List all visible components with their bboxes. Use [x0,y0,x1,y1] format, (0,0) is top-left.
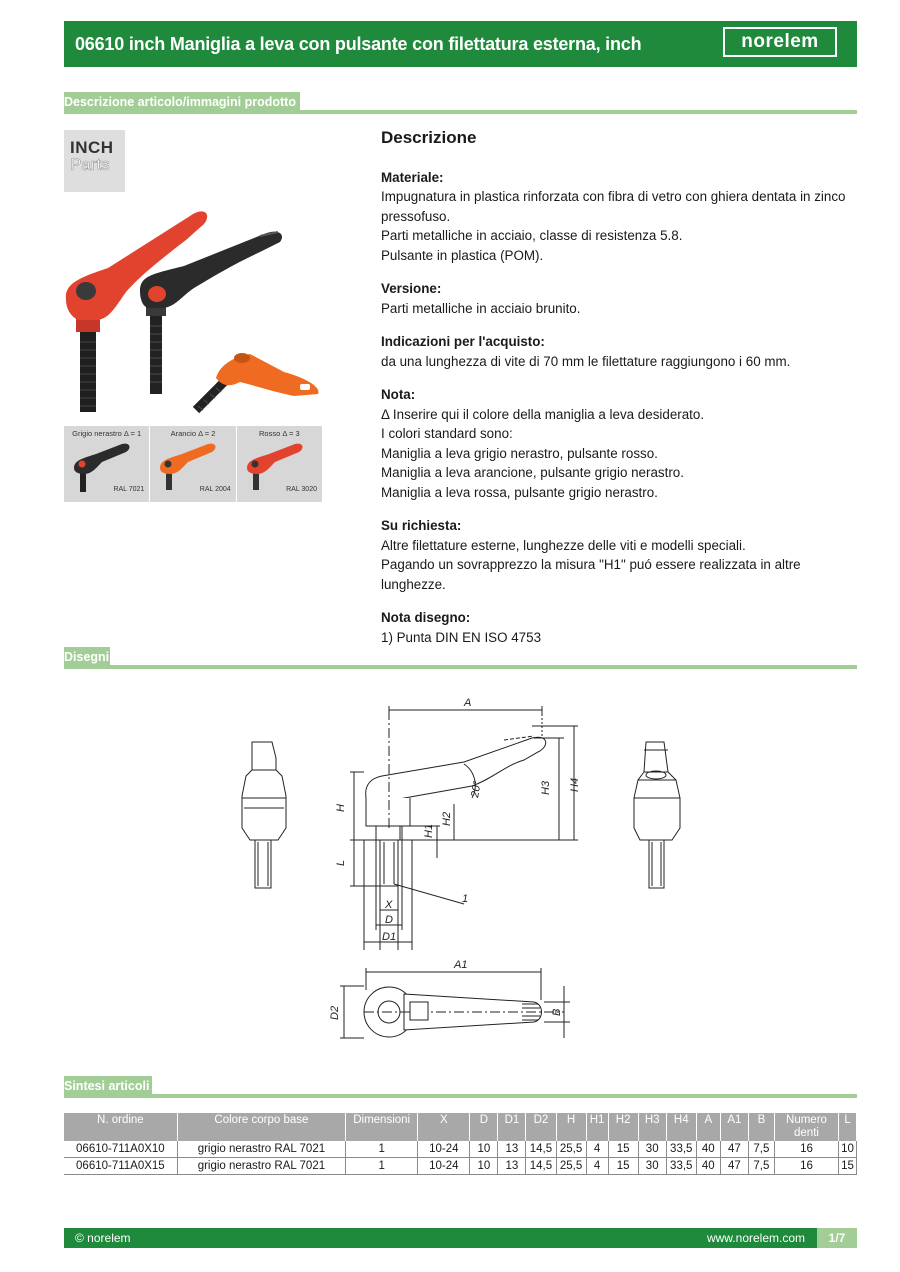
table-cell: 7,5 [748,1141,774,1158]
description-heading: Descrizione [381,128,477,147]
section-summary-label: Sintesi articoli [64,1076,152,1096]
material-title: Materiale: [381,169,444,185]
section-description-bar [64,92,857,114]
table-cell: 15 [608,1158,638,1175]
divider [64,110,857,114]
dim-label-angle: 20° [469,780,484,799]
table-header-cell: H4 [666,1113,696,1141]
request-text: Pagando un sovrapprezzo la misura "H1" puó essere realizzata in altre lunghezze. [381,557,801,592]
request-title: Su richiesta: [381,518,462,533]
table-cell: 13 [498,1158,526,1175]
table-cell: 7,5 [748,1158,774,1175]
footer-copyright: © norelem [75,1231,131,1245]
table-cell: 30 [638,1158,666,1175]
table-cell: 30 [638,1141,666,1158]
table-header-cell: B [748,1113,774,1141]
dim-label-H: H [335,804,347,812]
technical-drawing [64,680,857,1060]
dim-label-X: X [385,899,393,911]
dim-label-L: L [335,859,347,866]
section-description-label: Descrizione articolo/immagini prodotto [64,92,300,112]
table-cell: 1 [346,1158,418,1175]
top-view [329,959,570,1038]
table-cell: 40 [696,1158,720,1175]
drawing-note-title: Nota disegno: [381,610,471,625]
dim-label-H2: H2 [441,811,453,826]
swatch-orange[interactable] [150,426,235,502]
table-cell: 10 [470,1141,498,1158]
table-cell: 15 [839,1158,857,1175]
table-cell: 33,5 [666,1158,696,1175]
table-cell: grigio nerastro RAL 7021 [177,1141,345,1158]
table-header-cell: H3 [638,1113,666,1141]
dim-label-H1: H1 [423,823,435,838]
note-text: Maniglia a leva grigio nerastro, pulsante rosso. [381,445,658,461]
table-header-cell: A [696,1113,720,1141]
table-cell: 47 [720,1158,748,1175]
note-text: Maniglia a leva rossa, pulsante grigio nerastro. [381,484,658,500]
table-cell: 40 [696,1141,720,1158]
material-text: Pulsante in plastica (POM). [381,247,544,263]
note-text: I colori standard sono: [381,426,513,441]
swatch-caption: Rosso Δ = 3 [258,429,300,438]
note-title: Nota: [381,387,416,402]
section-drawings-label: Disegni [64,647,110,667]
table-header-cell: A1 [720,1113,748,1141]
divider [64,1094,857,1098]
table-header-cell: X [418,1113,470,1141]
inch-parts-badge [64,130,125,192]
table-cell: 13 [498,1141,526,1158]
page-header [64,21,857,67]
dim-label-ref1: 1 [462,893,469,905]
table-cell: 10 [839,1141,857,1158]
badge-line2: Parts [70,155,110,174]
table-body [64,1141,857,1175]
table-header-cell: D2 [526,1113,556,1141]
side-view-left [242,742,286,888]
table-cell: 10-24 [418,1158,470,1175]
material-text: Parti metalliche in acciaio, classe di resistenza 5.8. [381,228,683,243]
swatch-ral: RAL 7021 [113,486,145,493]
note-text: Maniglia a leva arancione, pulsante grigio nerastro. [381,465,684,480]
table-cell: 4 [586,1141,608,1158]
dim-label-B: B [551,1008,563,1016]
dim-label-H3: H3 [540,780,552,795]
section-summary-bar [64,1076,857,1098]
version-text: Parti metalliche in acciaio brunito. [381,300,581,316]
dim-label-D: D [385,914,393,926]
dim-label-D2: D2 [329,1005,341,1020]
footer-url[interactable]: www.norelem.com [706,1231,805,1245]
dim-label-A: A [464,697,472,709]
table-cell: 33,5 [666,1141,696,1158]
table-cell: 25,5 [556,1158,586,1175]
swatch-caption: Arancio Δ = 2 [170,429,216,438]
page-number: 1/7 [817,1228,857,1248]
product-image [64,196,322,424]
table-header-cell: H1 [586,1113,608,1141]
articles-table [64,1113,857,1175]
purchase-title: Indicazioni per l'acquisto: [381,334,545,349]
table-row[interactable] [64,1141,857,1158]
drawing-note-text: 1) Punta DIN EN ISO 4753 [381,629,542,645]
front-view [335,697,581,950]
table-header-cell: L [839,1113,857,1141]
table-cell: 16 [774,1141,838,1158]
divider [64,665,857,669]
dim-label-A1: A1 [454,959,468,971]
norelem-logo[interactable] [723,27,837,57]
table-cell: 15 [608,1141,638,1158]
purchase-text: da una lunghezza di vite di 70 mm le filettature raggiungono i 60 mm. [381,353,791,369]
section-drawings-bar [64,647,857,669]
table-cell: 47 [720,1141,748,1158]
logo-text: norelem [741,31,819,52]
table-cell: 25,5 [556,1141,586,1158]
note-text: Δ Inserire qui il colore della maniglia a leva desiderato. [381,406,705,422]
side-view-right [634,742,680,888]
table-cell: 06610-711A0X15 [64,1158,177,1175]
table-header-cell: Numero denti [774,1113,838,1141]
table-header-cell: Dimensioni [346,1113,418,1141]
color-swatches [64,426,322,502]
page-title: 06610 inch Maniglia a leva con pulsante con filettatura esterna, inch [75,33,642,54]
table-cell: 16 [774,1158,838,1175]
table-header-cell: N. ordine [64,1113,177,1141]
page-footer [64,1228,857,1248]
table-header-cell: H [556,1113,586,1141]
version-title: Versione: [381,281,442,296]
table-cell: 14,5 [526,1141,556,1158]
swatch-caption: Grigio nerastro Δ = 1 [72,429,142,438]
material-text: Impugnatura in plastica rinforzata con fibra di vetro con ghiera dentata in zinco pressofuso. [381,189,846,224]
badge-line1: INCH [70,138,114,157]
table-header-cell: D1 [498,1113,526,1141]
table-cell: grigio nerastro RAL 7021 [177,1158,345,1175]
table-cell: 14,5 [526,1158,556,1175]
request-text: Altre filettature esterne, lunghezze delle viti e modelli speciali. [381,537,746,553]
swatch-ral: RAL 3020 [286,486,317,493]
table-header-cell: D [470,1113,498,1141]
dim-label-D1: D1 [382,931,397,943]
table-row[interactable] [64,1158,857,1175]
table-cell: 4 [586,1158,608,1175]
swatch-grey[interactable] [64,426,149,502]
table-header-cell: Colore corpo base [177,1113,345,1141]
description-block [381,128,851,647]
table-cell: 1 [346,1141,418,1158]
table-header-cell: H2 [608,1113,638,1141]
swatch-ral: RAL 2004 [199,486,231,493]
swatch-red[interactable] [237,426,322,502]
table-cell: 06610-711A0X10 [64,1141,177,1158]
dim-label-H4: H4 [569,777,581,792]
table-header-row [64,1113,857,1141]
table-cell: 10 [470,1158,498,1175]
table-cell: 10-24 [418,1141,470,1158]
